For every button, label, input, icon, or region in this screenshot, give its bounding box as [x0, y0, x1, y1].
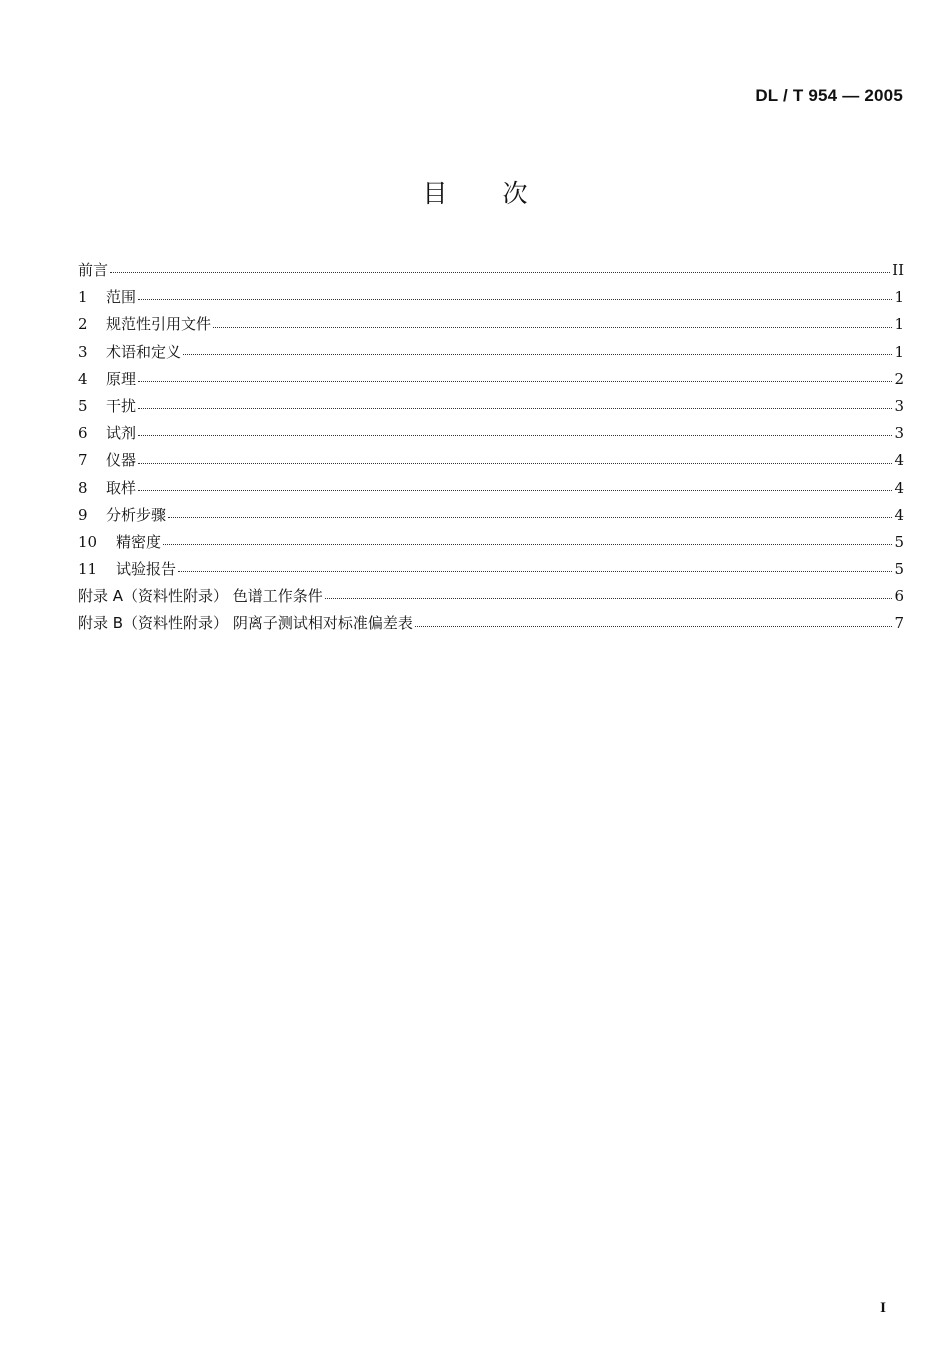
toc-entry-page: 6: [894, 587, 904, 606]
toc-entry-label: 试验报告: [116, 560, 177, 579]
toc-entry-page: 4: [894, 451, 904, 470]
toc-entry[interactable]: [78, 610, 904, 637]
toc-leader-dots: [213, 327, 892, 328]
toc-leader-dots: [168, 517, 892, 518]
toc-leader-dots: [138, 299, 892, 300]
toc-entry-number: 11: [78, 560, 98, 579]
toc-entry[interactable]: [78, 529, 904, 556]
toc-entry-label: 附录 B（资料性附录） 阴离子测试相对标准偏差表: [78, 614, 413, 633]
toc-entry-label: 分析步骤: [106, 505, 167, 524]
toc-leader-dots: [138, 408, 892, 409]
toc-entry-label: 前言: [78, 261, 109, 279]
toc-entry-label: 试剂: [106, 424, 137, 443]
toc-leader-dots: [110, 272, 890, 273]
toc-entry-label: 规范性引用文件: [106, 315, 212, 334]
toc-entry-page: 4: [894, 505, 904, 524]
toc-entry-page: II: [892, 261, 904, 279]
toc-entry[interactable]: [78, 393, 904, 420]
toc-entry-label: 精密度: [116, 532, 162, 551]
toc-entry-label: 范围: [106, 288, 137, 307]
toc-entry[interactable]: [78, 447, 904, 474]
toc-entry[interactable]: [78, 339, 904, 366]
toc-leader-dots: [178, 571, 892, 572]
toc-entry-page: 1: [894, 315, 904, 334]
toc-entry-page: 5: [894, 532, 904, 551]
toc-entry-page: 1: [894, 288, 904, 307]
toc-entry[interactable]: [78, 257, 904, 284]
toc-leader-dots: [138, 490, 892, 491]
toc-entry-number: 2: [78, 315, 88, 334]
toc-entry-label: 附录 A（资料性附录） 色谱工作条件: [78, 587, 323, 606]
toc-entry-label: 取样: [106, 478, 137, 497]
toc-entry-label: 仪器: [106, 451, 137, 470]
toc-entry-number: 8: [78, 478, 88, 497]
standard-number: DL / T 954 — 2005: [755, 86, 903, 105]
toc-entry-number: 7: [78, 451, 88, 470]
page-number: I: [880, 1300, 886, 1316]
toc-entry[interactable]: [78, 311, 904, 338]
toc-entry-number: 10: [78, 532, 98, 551]
toc-leader-dots: [138, 463, 892, 464]
toc-leader-dots: [138, 381, 892, 382]
toc-entry-page: 7: [894, 614, 904, 633]
toc-entry-page: 3: [894, 396, 904, 415]
toc-entry[interactable]: [78, 556, 904, 583]
toc-entry[interactable]: [78, 366, 904, 393]
toc-leader-dots: [183, 354, 892, 355]
toc-title: 目次: [422, 179, 583, 208]
toc-leader-dots: [163, 544, 892, 545]
toc-entry-page: 5: [894, 560, 904, 579]
toc-entry-number: 5: [78, 396, 88, 415]
toc-entry[interactable]: [78, 502, 904, 529]
toc-entry-number: 9: [78, 505, 88, 524]
toc-entry-label: 术语和定义: [106, 342, 182, 361]
toc-leader-dots: [325, 598, 893, 599]
toc-entry-page: 1: [894, 342, 904, 361]
toc-entry-page: 2: [894, 369, 904, 388]
toc-entry[interactable]: [78, 475, 904, 502]
toc-entry[interactable]: [78, 583, 904, 610]
toc-entry-number: 1: [78, 288, 88, 307]
toc-entry-page: 3: [894, 424, 904, 443]
toc-entry[interactable]: [78, 284, 904, 311]
toc-entry[interactable]: [78, 420, 904, 447]
toc-entry-number: 3: [78, 342, 88, 361]
toc-entry-label: 干扰: [106, 396, 137, 415]
toc-entry-number: 4: [78, 369, 88, 388]
toc-entry-number: 6: [78, 424, 88, 443]
toc-entry-page: 4: [894, 478, 904, 497]
toc-leader-dots: [415, 626, 893, 627]
toc-entry-label: 原理: [106, 369, 137, 388]
table-of-contents: [78, 257, 904, 638]
toc-leader-dots: [138, 435, 892, 436]
